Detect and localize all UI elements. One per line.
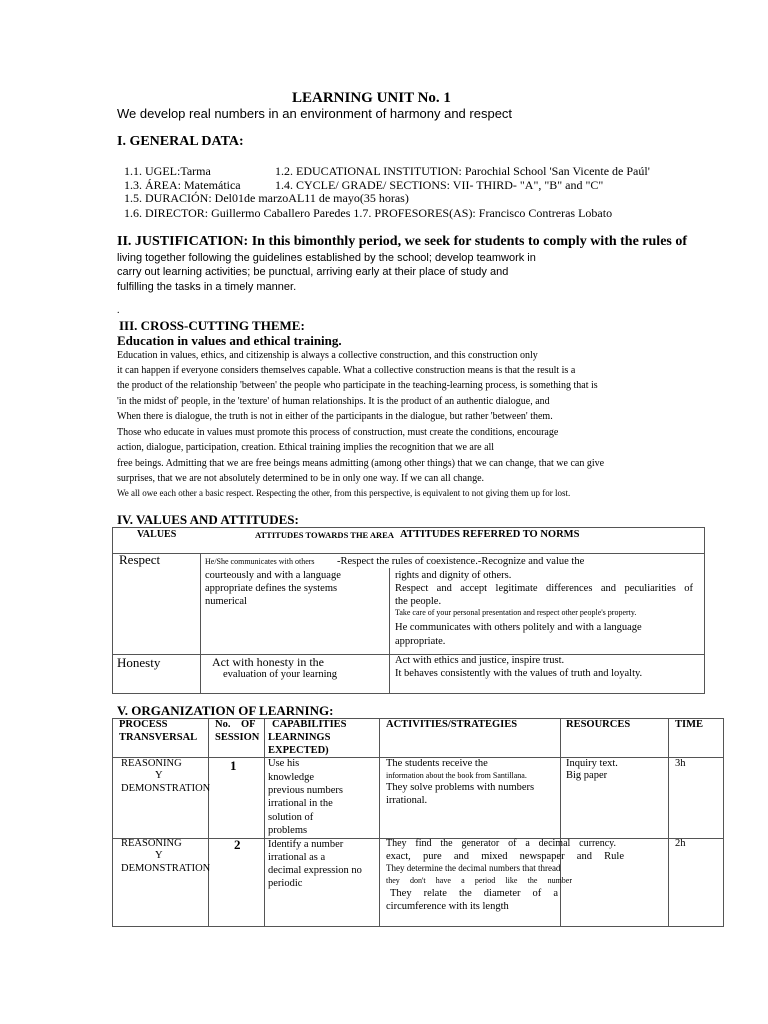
row1-activity: They solve problems with numbers [386, 782, 535, 793]
cross-cutting-heading: III. CROSS-CUTTING THEME: [119, 318, 305, 333]
organization-col-divider [668, 718, 669, 927]
justification-mark: . [117, 305, 120, 316]
respect-area-line: He/She communicates with others [205, 557, 315, 566]
row2-capability: periodic [268, 878, 303, 889]
ugel: 1.1. UGEL:Tarma [124, 164, 211, 178]
cross-cutting-line: Those who educate in values must promote this process of construction, must create the conditions, encourage [117, 427, 559, 438]
honesty-norm-line: It behaves consistently with the values of truth and loyalty. [395, 668, 643, 679]
cross-cutting-line: Education in values, ethics, and citizenship is always a collective construction, and this construction only [117, 350, 538, 361]
row2-capability: irrational as a [268, 852, 326, 863]
values-col-divider [200, 553, 201, 694]
col-values: VALUES [137, 529, 177, 540]
col-process: TRANSVERSAL [119, 732, 198, 743]
cross-cutting-subheading: Education in values and ethical training. [117, 333, 342, 348]
organization-heading: V. ORGANIZATION OF LEARNING: [117, 703, 334, 718]
row1-capability: irrational in the [268, 798, 333, 809]
cross-cutting-line: We all owe each other a basic respect. Respecting the other, from this perspective, is equivalent to not giving them up for lost. [117, 488, 571, 498]
respect-area-line: numerical [205, 596, 247, 607]
col-activities: ACTIVITIES/STRATEGIES [386, 719, 518, 730]
respect-norm-line: -Respect the rules of coexistence.-Recognize and value the [337, 556, 585, 567]
honesty-area-line: Act with honesty in the [212, 655, 324, 669]
row1-activity: irrational. [386, 795, 428, 806]
respect-norm-line: He communicates with others politely and with a language [395, 622, 642, 633]
justification-line: carry out learning activities; be punctual, arriving early at their place of study and [117, 266, 509, 278]
duration: 1.5. DURACIÓN: Del01de marzoAL11 de mayo(35 horas) [124, 191, 409, 205]
row2-capability: Identify a number [268, 839, 344, 850]
row1-capability: Use his [268, 758, 300, 769]
row1-activity: The students receive the [386, 758, 488, 769]
respect-norm-line: appropriate. [395, 636, 446, 647]
row2-process: DEMONSTRATION [121, 863, 211, 874]
row2-activity: They relate the diameter of a [390, 888, 558, 899]
values-col-divider [389, 568, 390, 694]
row2-activity: They find the generator of a decimal currency. [386, 838, 616, 849]
honesty-area-line: evaluation of your learning [223, 669, 338, 680]
cycle: 1.4. CYCLE/ GRADE/ SECTIONS: VII- THIRD- "A", "B" and "C" [275, 178, 604, 192]
col-session: No. OF [215, 719, 256, 730]
row2-process: Y [155, 850, 163, 861]
page-title: LEARNING UNIT No. 1 [292, 90, 451, 106]
row1-resource: Big paper [566, 770, 608, 781]
row1-capability: problems [268, 825, 308, 836]
row2-session: 2 [234, 837, 241, 852]
page-subtitle: We develop real numbers in an environment of harmony and respect [117, 106, 513, 121]
row1-activity: information about the book from Santillana. [386, 771, 527, 780]
cross-cutting-line: When there is dialogue, the truth is not in either of the participants in the dialogue, but rather 'between' them. [117, 411, 553, 422]
organization-col-divider [379, 718, 380, 927]
col-norm-attitudes: ATTITUDES REFERRED TO NORMS [400, 529, 580, 540]
row1-capability: solution of [268, 812, 314, 823]
row1-session: 1 [230, 758, 237, 773]
cross-cutting-line: free beings. Admitting that we are free beings means admitting (among other things) that we can change, that we can give [117, 458, 605, 469]
area: 1.3. ÁREA: Matemática [124, 178, 241, 192]
cross-cutting-line: surprises, that we are not absolutely determined to be in only one way. If we can all change. [117, 473, 485, 484]
respect-area-line: courteously and with a language [205, 570, 341, 581]
row2-activity: exact, pure and mixed newspaper and Rule [386, 851, 624, 862]
organization-col-divider [560, 718, 561, 927]
row2-capability: decimal expression no [268, 865, 362, 876]
row1-capability: previous numbers [268, 785, 343, 796]
cross-cutting-line: it can happen if everyone considers themselves capable. What a collective construction means is that the result is a [117, 365, 576, 376]
respect-norm-line: Respect and accept legitimate differences and peculiarities of [395, 583, 693, 594]
respect-norm-line: the people. [395, 596, 442, 607]
col-session: SESSION [215, 732, 260, 743]
col-process: PROCESS [119, 719, 168, 730]
justification-line: living together following the guidelines established by the school; develop teamwork in [117, 252, 536, 264]
justification-heading: II. JUSTIFICATION: In this bimonthly period, we seek for students to comply with the rules of [117, 234, 688, 249]
honesty-norm-line: Act with ethics and justice, inspire trust. [395, 655, 565, 666]
row1-capability: knowledge [268, 772, 315, 783]
row1-time: 3h [675, 758, 686, 769]
row1-process: DEMONSTRATION [121, 783, 211, 794]
cross-cutting-line: action, dialogue, participation, creation. Ethical training implies the recognition that we are all [117, 442, 495, 453]
director: 1.6. DIRECTOR: Guillermo Caballero Paredes 1.7. PROFESORES(AS): Francisco Contreras Lobato [124, 206, 613, 220]
respect-norm-line: Take care of your personal presentation and respect other people's property. [395, 608, 637, 617]
row2-activity: circumference with its length [386, 901, 509, 912]
cross-cutting-line: the product of the relationship 'between' the people who participate in the teaching-learning process, is something that is [117, 380, 598, 391]
row2-activity: they don't have a period like the number [386, 876, 572, 885]
col-capabilities: CAPABILITIES [272, 719, 347, 730]
col-capabilities: EXPECTED) [268, 745, 329, 756]
respect-area-line: appropriate defines the systems [205, 583, 338, 594]
col-resources: RESOURCES [566, 719, 631, 730]
row2-activity: They determine the decimal numbers that thread [386, 863, 561, 873]
general-data-heading: I. GENERAL DATA: [117, 134, 244, 149]
row1-process: Y [155, 770, 163, 781]
institution: 1.2. EDUCATIONAL INSTITUTION: Parochial School 'San Vicente de Paúl' [275, 164, 650, 178]
row1-process: REASONING [121, 758, 182, 769]
value-honesty: Honesty [117, 655, 161, 670]
row1-resource: Inquiry text. [566, 758, 618, 769]
respect-norm-line: rights and dignity of others. [395, 570, 512, 581]
cross-cutting-line: 'in the midst of' people, in the 'texture' of human relationships. It is the product of an authentic dialogue, and [117, 396, 550, 407]
value-respect: Respect [119, 552, 161, 567]
col-capabilities: LEARNINGS [268, 732, 331, 743]
col-area-attitudes: ATTITUDES TOWARDS THE AREA [255, 530, 394, 540]
organization-col-divider [264, 718, 265, 927]
row2-time: 2h [675, 838, 686, 849]
col-time: TIME [675, 719, 704, 730]
organization-col-divider [208, 718, 209, 927]
row2-process: REASONING [121, 838, 182, 849]
values-heading: IV. VALUES AND ATTITUDES: [117, 512, 299, 527]
justification-line: fulfilling the tasks in a timely manner. [117, 281, 297, 293]
